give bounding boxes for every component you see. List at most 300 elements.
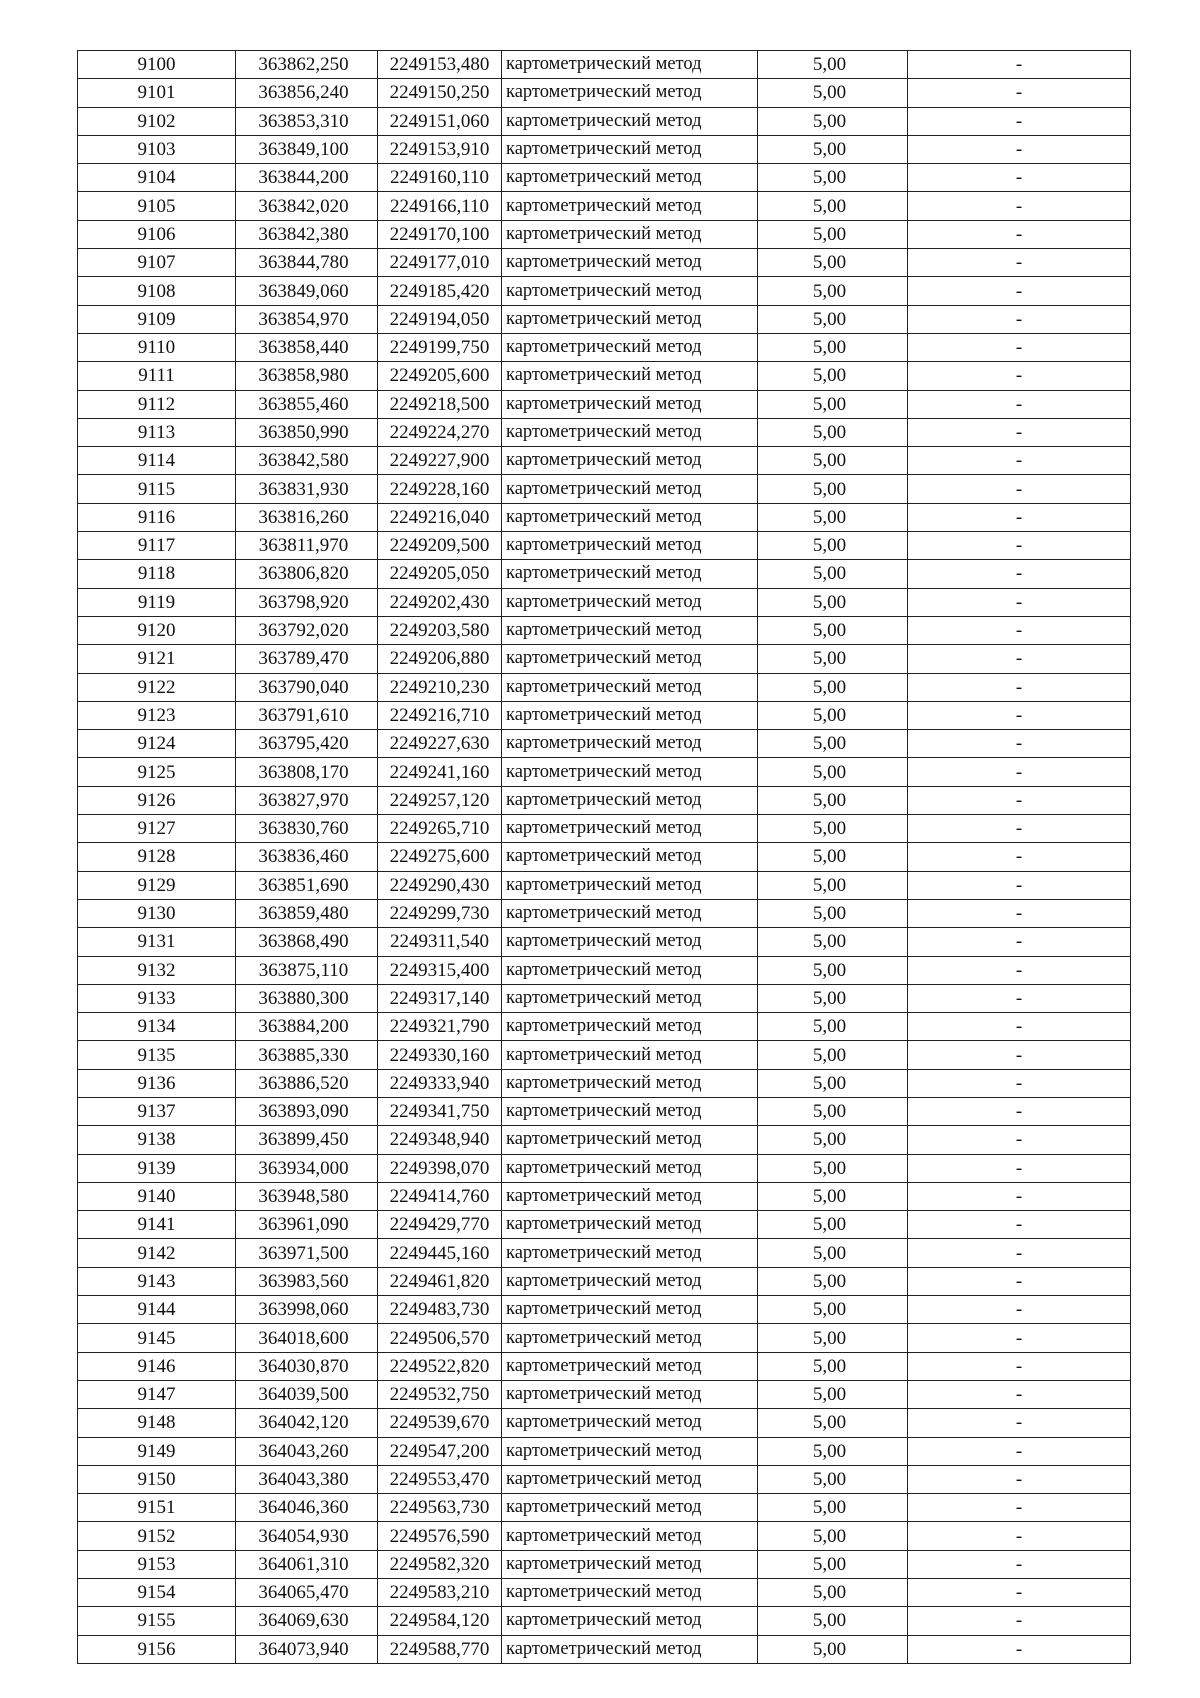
x-coordinate-cell: 363862,250 xyxy=(236,51,378,79)
table-row xyxy=(78,418,1131,446)
table-row xyxy=(78,333,1131,361)
table-row xyxy=(78,871,1131,899)
method-cell: картометрический метод xyxy=(502,249,758,277)
y-coordinate-cell: 2249228,160 xyxy=(378,475,502,503)
y-coordinate-cell: 2249202,430 xyxy=(378,588,502,616)
accuracy-cell: 5,00 xyxy=(758,701,908,729)
y-coordinate-cell: 2249203,580 xyxy=(378,616,502,644)
table-row xyxy=(78,1465,1131,1493)
accuracy-cell: 5,00 xyxy=(758,1154,908,1182)
y-coordinate-cell: 2249584,120 xyxy=(378,1607,502,1635)
table-row xyxy=(78,107,1131,135)
point-number-cell: 9122 xyxy=(78,673,236,701)
x-coordinate-cell: 363856,240 xyxy=(236,79,378,107)
accuracy-cell: 5,00 xyxy=(758,447,908,475)
table-row xyxy=(78,1380,1131,1408)
x-coordinate-cell: 363790,040 xyxy=(236,673,378,701)
method-cell: картометрический метод xyxy=(502,616,758,644)
x-coordinate-cell: 363855,460 xyxy=(236,390,378,418)
accuracy-cell: 5,00 xyxy=(758,1635,908,1663)
point-number-cell: 9135 xyxy=(78,1041,236,1069)
x-coordinate-cell: 363842,580 xyxy=(236,447,378,475)
method-cell: картометрический метод xyxy=(502,1607,758,1635)
y-coordinate-cell: 2249177,010 xyxy=(378,249,502,277)
y-coordinate-cell: 2249153,910 xyxy=(378,135,502,163)
note-cell: - xyxy=(908,1041,1131,1069)
method-cell: картометрический метод xyxy=(502,192,758,220)
method-cell: картометрический метод xyxy=(502,588,758,616)
y-coordinate-cell: 2249218,500 xyxy=(378,390,502,418)
accuracy-cell: 5,00 xyxy=(758,673,908,701)
table-row xyxy=(78,1041,1131,1069)
point-number-cell: 9117 xyxy=(78,532,236,560)
y-coordinate-cell: 2249216,040 xyxy=(378,503,502,531)
x-coordinate-cell: 363827,970 xyxy=(236,786,378,814)
y-coordinate-cell: 2249341,750 xyxy=(378,1097,502,1125)
x-coordinate-cell: 363791,610 xyxy=(236,701,378,729)
note-cell: - xyxy=(908,1154,1131,1182)
table-row xyxy=(78,1069,1131,1097)
y-coordinate-cell: 2249194,050 xyxy=(378,305,502,333)
note-cell: - xyxy=(908,786,1131,814)
note-cell: - xyxy=(908,1296,1131,1324)
x-coordinate-cell: 363806,820 xyxy=(236,560,378,588)
table-row xyxy=(78,1154,1131,1182)
note-cell: - xyxy=(908,249,1131,277)
note-cell: - xyxy=(908,730,1131,758)
accuracy-cell: 5,00 xyxy=(758,362,908,390)
y-coordinate-cell: 2249205,050 xyxy=(378,560,502,588)
note-cell: - xyxy=(908,616,1131,644)
table-row xyxy=(78,79,1131,107)
note-cell: - xyxy=(908,1211,1131,1239)
coordinates-table-body xyxy=(78,51,1131,1664)
x-coordinate-cell: 363831,930 xyxy=(236,475,378,503)
note-cell: - xyxy=(908,701,1131,729)
method-cell: картометрический метод xyxy=(502,1211,758,1239)
x-coordinate-cell: 364018,600 xyxy=(236,1324,378,1352)
table-row xyxy=(78,786,1131,814)
note-cell: - xyxy=(908,1494,1131,1522)
x-coordinate-cell: 363893,090 xyxy=(236,1097,378,1125)
method-cell: картометрический метод xyxy=(502,1182,758,1210)
x-coordinate-cell: 364073,940 xyxy=(236,1635,378,1663)
note-cell: - xyxy=(908,1465,1131,1493)
method-cell: картометрический метод xyxy=(502,390,758,418)
note-cell: - xyxy=(908,135,1131,163)
table-row xyxy=(78,532,1131,560)
note-cell: - xyxy=(908,1635,1131,1663)
y-coordinate-cell: 2249209,500 xyxy=(378,532,502,560)
accuracy-cell: 5,00 xyxy=(758,871,908,899)
accuracy-cell: 5,00 xyxy=(758,164,908,192)
note-cell: - xyxy=(908,447,1131,475)
y-coordinate-cell: 2249210,230 xyxy=(378,673,502,701)
method-cell: картометрический метод xyxy=(502,107,758,135)
x-coordinate-cell: 363849,060 xyxy=(236,277,378,305)
x-coordinate-cell: 363844,200 xyxy=(236,164,378,192)
note-cell: - xyxy=(908,51,1131,79)
note-cell: - xyxy=(908,220,1131,248)
note-cell: - xyxy=(908,1013,1131,1041)
point-number-cell: 9142 xyxy=(78,1239,236,1267)
y-coordinate-cell: 2249290,430 xyxy=(378,871,502,899)
y-coordinate-cell: 2249315,400 xyxy=(378,956,502,984)
note-cell: - xyxy=(908,1550,1131,1578)
accuracy-cell: 5,00 xyxy=(758,220,908,248)
accuracy-cell: 5,00 xyxy=(758,843,908,871)
note-cell: - xyxy=(908,1324,1131,1352)
y-coordinate-cell: 2249576,590 xyxy=(378,1522,502,1550)
x-coordinate-cell: 363798,920 xyxy=(236,588,378,616)
accuracy-cell: 5,00 xyxy=(758,1380,908,1408)
x-coordinate-cell: 364046,360 xyxy=(236,1494,378,1522)
table-row xyxy=(78,249,1131,277)
table-row xyxy=(78,1126,1131,1154)
point-number-cell: 9132 xyxy=(78,956,236,984)
y-coordinate-cell: 2249166,110 xyxy=(378,192,502,220)
method-cell: картометрический метод xyxy=(502,418,758,446)
y-coordinate-cell: 2249588,770 xyxy=(378,1635,502,1663)
note-cell: - xyxy=(908,333,1131,361)
x-coordinate-cell: 363789,470 xyxy=(236,645,378,673)
note-cell: - xyxy=(908,277,1131,305)
x-coordinate-cell: 364030,870 xyxy=(236,1352,378,1380)
point-number-cell: 9103 xyxy=(78,135,236,163)
x-coordinate-cell: 364042,120 xyxy=(236,1409,378,1437)
y-coordinate-cell: 2249216,710 xyxy=(378,701,502,729)
accuracy-cell: 5,00 xyxy=(758,135,908,163)
y-coordinate-cell: 2249224,270 xyxy=(378,418,502,446)
method-cell: картометрический метод xyxy=(502,673,758,701)
table-row xyxy=(78,503,1131,531)
table-row xyxy=(78,1296,1131,1324)
accuracy-cell: 5,00 xyxy=(758,249,908,277)
accuracy-cell: 5,00 xyxy=(758,1437,908,1465)
table-row xyxy=(78,1494,1131,1522)
table-row xyxy=(78,1182,1131,1210)
table-row xyxy=(78,984,1131,1012)
accuracy-cell: 5,00 xyxy=(758,1013,908,1041)
x-coordinate-cell: 363844,780 xyxy=(236,249,378,277)
point-number-cell: 9148 xyxy=(78,1409,236,1437)
note-cell: - xyxy=(908,305,1131,333)
table-row xyxy=(78,362,1131,390)
point-number-cell: 9154 xyxy=(78,1579,236,1607)
accuracy-cell: 5,00 xyxy=(758,1409,908,1437)
x-coordinate-cell: 363983,560 xyxy=(236,1267,378,1295)
note-cell: - xyxy=(908,107,1131,135)
note-cell: - xyxy=(908,390,1131,418)
y-coordinate-cell: 2249539,670 xyxy=(378,1409,502,1437)
method-cell: картометрический метод xyxy=(502,333,758,361)
point-number-cell: 9110 xyxy=(78,333,236,361)
point-number-cell: 9137 xyxy=(78,1097,236,1125)
x-coordinate-cell: 363998,060 xyxy=(236,1296,378,1324)
x-coordinate-cell: 364061,310 xyxy=(236,1550,378,1578)
point-number-cell: 9151 xyxy=(78,1494,236,1522)
accuracy-cell: 5,00 xyxy=(758,758,908,786)
x-coordinate-cell: 364065,470 xyxy=(236,1579,378,1607)
table-row xyxy=(78,1324,1131,1352)
table-row xyxy=(78,1437,1131,1465)
x-coordinate-cell: 363868,490 xyxy=(236,928,378,956)
x-coordinate-cell: 364043,380 xyxy=(236,1465,378,1493)
accuracy-cell: 5,00 xyxy=(758,1097,908,1125)
point-number-cell: 9141 xyxy=(78,1211,236,1239)
point-number-cell: 9124 xyxy=(78,730,236,758)
note-cell: - xyxy=(908,588,1131,616)
point-number-cell: 9136 xyxy=(78,1069,236,1097)
note-cell: - xyxy=(908,1352,1131,1380)
x-coordinate-cell: 363792,020 xyxy=(236,616,378,644)
x-coordinate-cell: 364039,500 xyxy=(236,1380,378,1408)
y-coordinate-cell: 2249227,630 xyxy=(378,730,502,758)
x-coordinate-cell: 363885,330 xyxy=(236,1041,378,1069)
point-number-cell: 9108 xyxy=(78,277,236,305)
table-row xyxy=(78,51,1131,79)
method-cell: картометрический метод xyxy=(502,1126,758,1154)
point-number-cell: 9134 xyxy=(78,1013,236,1041)
accuracy-cell: 5,00 xyxy=(758,1579,908,1607)
x-coordinate-cell: 364069,630 xyxy=(236,1607,378,1635)
x-coordinate-cell: 363854,970 xyxy=(236,305,378,333)
table-row xyxy=(78,390,1131,418)
point-number-cell: 9131 xyxy=(78,928,236,956)
point-number-cell: 9109 xyxy=(78,305,236,333)
y-coordinate-cell: 2249553,470 xyxy=(378,1465,502,1493)
point-number-cell: 9120 xyxy=(78,616,236,644)
y-coordinate-cell: 2249311,540 xyxy=(378,928,502,956)
y-coordinate-cell: 2249461,820 xyxy=(378,1267,502,1295)
table-row xyxy=(78,843,1131,871)
accuracy-cell: 5,00 xyxy=(758,588,908,616)
y-coordinate-cell: 2249199,750 xyxy=(378,333,502,361)
note-cell: - xyxy=(908,899,1131,927)
table-row xyxy=(78,560,1131,588)
point-number-cell: 9139 xyxy=(78,1154,236,1182)
point-number-cell: 9101 xyxy=(78,79,236,107)
y-coordinate-cell: 2249151,060 xyxy=(378,107,502,135)
note-cell: - xyxy=(908,1126,1131,1154)
accuracy-cell: 5,00 xyxy=(758,1041,908,1069)
method-cell: картометрический метод xyxy=(502,1409,758,1437)
accuracy-cell: 5,00 xyxy=(758,1239,908,1267)
y-coordinate-cell: 2249547,200 xyxy=(378,1437,502,1465)
note-cell: - xyxy=(908,79,1131,107)
x-coordinate-cell: 363851,690 xyxy=(236,871,378,899)
note-cell: - xyxy=(908,532,1131,560)
table-row xyxy=(78,1522,1131,1550)
table-row xyxy=(78,616,1131,644)
note-cell: - xyxy=(908,673,1131,701)
table-row xyxy=(78,1550,1131,1578)
note-cell: - xyxy=(908,871,1131,899)
y-coordinate-cell: 2249506,570 xyxy=(378,1324,502,1352)
table-row xyxy=(78,277,1131,305)
table-row xyxy=(78,1239,1131,1267)
table-row xyxy=(78,305,1131,333)
note-cell: - xyxy=(908,1182,1131,1210)
table-row xyxy=(78,1097,1131,1125)
y-coordinate-cell: 2249317,140 xyxy=(378,984,502,1012)
x-coordinate-cell: 363842,020 xyxy=(236,192,378,220)
method-cell: картометрический метод xyxy=(502,645,758,673)
accuracy-cell: 5,00 xyxy=(758,333,908,361)
accuracy-cell: 5,00 xyxy=(758,1352,908,1380)
table-row xyxy=(78,1013,1131,1041)
table-row xyxy=(78,645,1131,673)
method-cell: картометрический метод xyxy=(502,701,758,729)
y-coordinate-cell: 2249265,710 xyxy=(378,815,502,843)
point-number-cell: 9104 xyxy=(78,164,236,192)
note-cell: - xyxy=(908,843,1131,871)
x-coordinate-cell: 363875,110 xyxy=(236,956,378,984)
x-coordinate-cell: 363816,260 xyxy=(236,503,378,531)
table-row xyxy=(78,673,1131,701)
x-coordinate-cell: 363811,970 xyxy=(236,532,378,560)
x-coordinate-cell: 363884,200 xyxy=(236,1013,378,1041)
table-row xyxy=(78,899,1131,927)
y-coordinate-cell: 2249275,600 xyxy=(378,843,502,871)
method-cell: картометрический метод xyxy=(502,164,758,192)
point-number-cell: 9155 xyxy=(78,1607,236,1635)
note-cell: - xyxy=(908,1267,1131,1295)
x-coordinate-cell: 363971,500 xyxy=(236,1239,378,1267)
point-number-cell: 9146 xyxy=(78,1352,236,1380)
y-coordinate-cell: 2249445,160 xyxy=(378,1239,502,1267)
method-cell: картометрический метод xyxy=(502,1267,758,1295)
accuracy-cell: 5,00 xyxy=(758,1211,908,1239)
point-number-cell: 9145 xyxy=(78,1324,236,1352)
y-coordinate-cell: 2249483,730 xyxy=(378,1296,502,1324)
table-row xyxy=(78,135,1131,163)
table-row xyxy=(78,220,1131,248)
method-cell: картометрический метод xyxy=(502,135,758,163)
accuracy-cell: 5,00 xyxy=(758,1296,908,1324)
point-number-cell: 9119 xyxy=(78,588,236,616)
method-cell: картометрический метод xyxy=(502,1097,758,1125)
point-number-cell: 9129 xyxy=(78,871,236,899)
table-row xyxy=(78,956,1131,984)
point-number-cell: 9118 xyxy=(78,560,236,588)
method-cell: картометрический метод xyxy=(502,1154,758,1182)
y-coordinate-cell: 2249257,120 xyxy=(378,786,502,814)
x-coordinate-cell: 363934,000 xyxy=(236,1154,378,1182)
note-cell: - xyxy=(908,192,1131,220)
method-cell: картометрический метод xyxy=(502,1324,758,1352)
y-coordinate-cell: 2249398,070 xyxy=(378,1154,502,1182)
table-row xyxy=(78,1352,1131,1380)
point-number-cell: 9121 xyxy=(78,645,236,673)
y-coordinate-cell: 2249563,730 xyxy=(378,1494,502,1522)
table-row xyxy=(78,192,1131,220)
accuracy-cell: 5,00 xyxy=(758,899,908,927)
note-cell: - xyxy=(908,418,1131,446)
point-number-cell: 9147 xyxy=(78,1380,236,1408)
accuracy-cell: 5,00 xyxy=(758,1126,908,1154)
x-coordinate-cell: 363858,440 xyxy=(236,333,378,361)
note-cell: - xyxy=(908,1239,1131,1267)
note-cell: - xyxy=(908,1097,1131,1125)
accuracy-cell: 5,00 xyxy=(758,616,908,644)
method-cell: картометрический метод xyxy=(502,362,758,390)
accuracy-cell: 5,00 xyxy=(758,1465,908,1493)
point-number-cell: 9112 xyxy=(78,390,236,418)
note-cell: - xyxy=(908,1607,1131,1635)
method-cell: картометрический метод xyxy=(502,1437,758,1465)
method-cell: картометрический метод xyxy=(502,560,758,588)
table-row xyxy=(78,928,1131,956)
method-cell: картометрический метод xyxy=(502,1069,758,1097)
x-coordinate-cell: 363853,310 xyxy=(236,107,378,135)
point-number-cell: 9106 xyxy=(78,220,236,248)
note-cell: - xyxy=(908,928,1131,956)
accuracy-cell: 5,00 xyxy=(758,418,908,446)
method-cell: картометрический метод xyxy=(502,1522,758,1550)
table-row xyxy=(78,447,1131,475)
coordinates-table xyxy=(77,50,1131,1664)
accuracy-cell: 5,00 xyxy=(758,984,908,1012)
point-number-cell: 9150 xyxy=(78,1465,236,1493)
accuracy-cell: 5,00 xyxy=(758,1267,908,1295)
point-number-cell: 9113 xyxy=(78,418,236,446)
table-row xyxy=(78,1607,1131,1635)
method-cell: картометрический метод xyxy=(502,1296,758,1324)
method-cell: картометрический метод xyxy=(502,1041,758,1069)
method-cell: картометрический метод xyxy=(502,758,758,786)
x-coordinate-cell: 363859,480 xyxy=(236,899,378,927)
table-row xyxy=(78,730,1131,758)
accuracy-cell: 5,00 xyxy=(758,1607,908,1635)
accuracy-cell: 5,00 xyxy=(758,1324,908,1352)
accuracy-cell: 5,00 xyxy=(758,1522,908,1550)
point-number-cell: 9116 xyxy=(78,503,236,531)
note-cell: - xyxy=(908,645,1131,673)
note-cell: - xyxy=(908,758,1131,786)
table-row xyxy=(78,164,1131,192)
note-cell: - xyxy=(908,164,1131,192)
table-row xyxy=(78,701,1131,729)
x-coordinate-cell: 363899,450 xyxy=(236,1126,378,1154)
note-cell: - xyxy=(908,1522,1131,1550)
method-cell: картометрический метод xyxy=(502,1013,758,1041)
point-number-cell: 9152 xyxy=(78,1522,236,1550)
point-number-cell: 9105 xyxy=(78,192,236,220)
method-cell: картометрический метод xyxy=(502,1465,758,1493)
accuracy-cell: 5,00 xyxy=(758,1494,908,1522)
table-row xyxy=(78,1211,1131,1239)
point-number-cell: 9153 xyxy=(78,1550,236,1578)
y-coordinate-cell: 2249532,750 xyxy=(378,1380,502,1408)
document-page xyxy=(77,50,1130,1664)
note-cell: - xyxy=(908,1579,1131,1607)
y-coordinate-cell: 2249330,160 xyxy=(378,1041,502,1069)
accuracy-cell: 5,00 xyxy=(758,1550,908,1578)
point-number-cell: 9133 xyxy=(78,984,236,1012)
y-coordinate-cell: 2249582,320 xyxy=(378,1550,502,1578)
y-coordinate-cell: 2249321,790 xyxy=(378,1013,502,1041)
point-number-cell: 9115 xyxy=(78,475,236,503)
x-coordinate-cell: 363948,580 xyxy=(236,1182,378,1210)
y-coordinate-cell: 2249333,940 xyxy=(378,1069,502,1097)
method-cell: картометрический метод xyxy=(502,730,758,758)
accuracy-cell: 5,00 xyxy=(758,390,908,418)
method-cell: картометрический метод xyxy=(502,1550,758,1578)
method-cell: картометрический метод xyxy=(502,1579,758,1607)
table-row xyxy=(78,1635,1131,1663)
x-coordinate-cell: 363808,170 xyxy=(236,758,378,786)
